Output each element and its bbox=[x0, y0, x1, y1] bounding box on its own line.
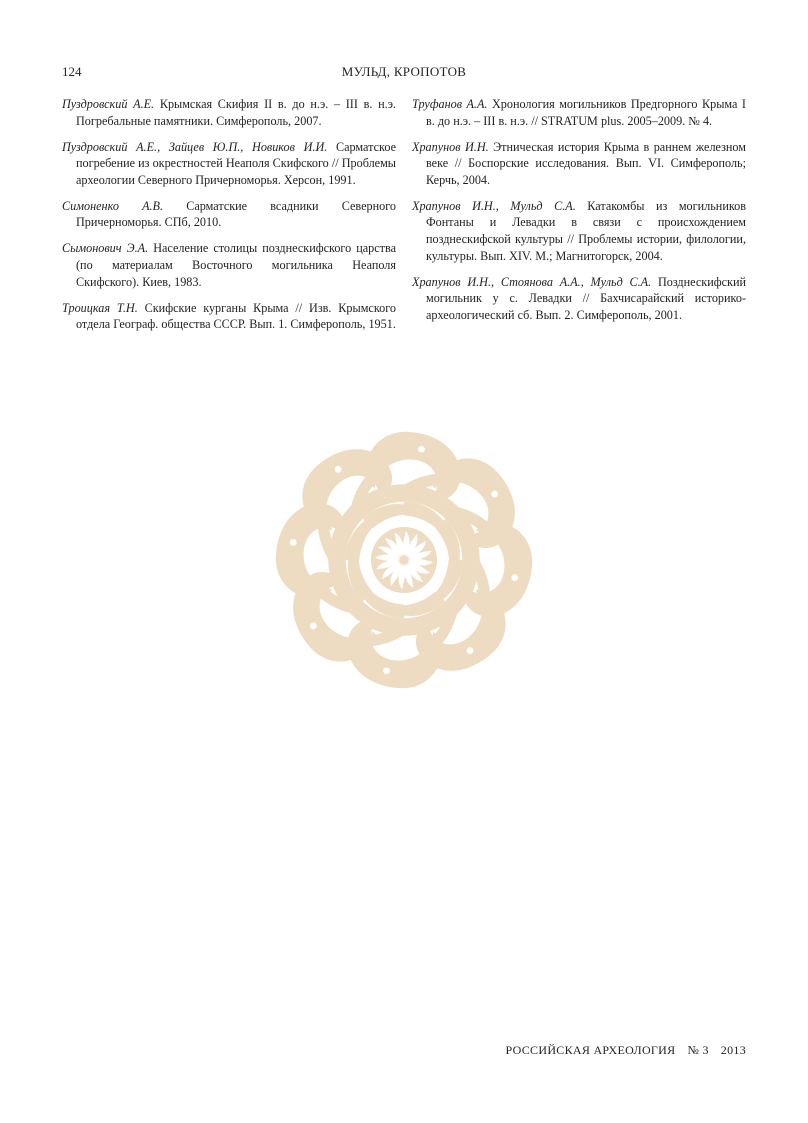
reference-text: Этническая история Крыма в раннем железном веке // Боспорские исследования. Вып. VI. Симферополь; Керчь, 2004. bbox=[426, 139, 747, 187]
reference-text: Катакомбы из могильников Фонтаны и Левадки в связи с происхождением позднескифской культуры // Проблемы истории, филологии, культуры. Вып. XIV. М.; Магнитогорск, 2004. bbox=[426, 198, 747, 263]
reference-entry bbox=[412, 198, 746, 264]
reference-author: Пуздровский А.Е. bbox=[62, 97, 155, 111]
reference-text: Крымская Скифия II в. до н.э. – III в. н.э. Погребальные памятники. Симферополь, 2007. bbox=[76, 97, 396, 128]
scythian-spiral-ornament-icon bbox=[268, 424, 540, 696]
issue-number: № 3 bbox=[687, 1043, 709, 1057]
reference-author: Храпунов И.Н., Стоянова А.А., Мульд С.А. bbox=[412, 274, 652, 289]
reference-text: Скифские курганы Крыма // Изв. Крымского отдела Географ. общества СССР. Вып. 1. Симферополь, 1951. bbox=[76, 300, 396, 332]
reference-entry bbox=[412, 96, 746, 129]
running-title: МУЛЬД, КРОПОТОВ bbox=[341, 64, 467, 79]
reference-author: Труфанов А.А. bbox=[412, 97, 488, 111]
page-header bbox=[62, 64, 746, 82]
reference-author: Троицкая Т.Н. bbox=[62, 300, 138, 315]
reference-text: Хронология могильников Предгорного Крыма I в. до н.э. – III в. н.э. // STRATUM plus. 2005–2009. № 4. bbox=[426, 97, 746, 128]
references-right-column bbox=[412, 96, 746, 333]
references-left-column bbox=[62, 96, 396, 342]
journal-name: РОССИЙСКАЯ АРХЕОЛОГИЯ bbox=[505, 1043, 676, 1057]
reference-entry bbox=[62, 300, 396, 333]
reference-author: Сымонович Э.А. bbox=[62, 241, 149, 256]
page-number: 124 bbox=[62, 64, 82, 79]
reference-author: Храпунов И.Н. bbox=[412, 139, 489, 154]
page-footer bbox=[506, 1043, 746, 1058]
reference-entry bbox=[412, 139, 746, 189]
reference-entry bbox=[62, 198, 396, 231]
publication-year: 2013 bbox=[720, 1043, 746, 1057]
reference-text: Сарматское погребение из окрестностей Неаполя Скифского // Проблемы археологии Северного Причерноморья. Херсон, 1991. bbox=[76, 139, 396, 187]
reference-author: Симоненко А.В. bbox=[62, 198, 164, 213]
reference-entry bbox=[62, 96, 396, 129]
reference-text: Население столицы позднескифского царства (по материалам Восточного могильника Неаполя Скифского). Киев, 1983. bbox=[76, 241, 397, 289]
reference-entry bbox=[412, 274, 746, 324]
reference-entry bbox=[62, 240, 396, 290]
reference-entry bbox=[62, 139, 396, 189]
reference-text: Сарматские всадники Северного Причерноморья. СПб, 2010. bbox=[76, 198, 396, 230]
reference-author: Пуздровский А.Е., Зайцев Ю.П., Новиков И.И. bbox=[62, 139, 328, 154]
reference-author: Храпунов И.Н., Мульд С.А. bbox=[412, 198, 576, 213]
reference-text: Позднескифский могильник у с. Левадки // Бахчисарайский историко-археологический сб. Вып. 2. Симферополь, 2001. bbox=[426, 274, 746, 322]
